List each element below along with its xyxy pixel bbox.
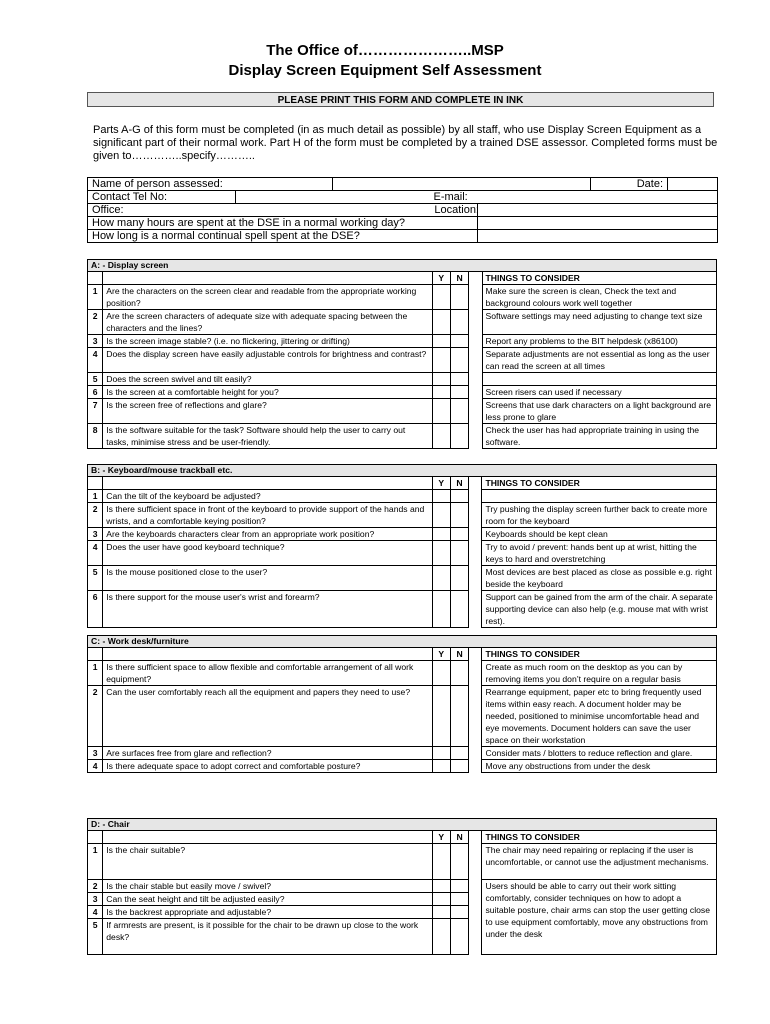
question-text: Is the screen image stable? (i.e. no flickering, jittering or drifting)	[103, 335, 432, 348]
consider-text: Make sure the screen is clean, Check the text and background colours work well together	[482, 285, 717, 310]
consider-text: Report any problems to the BIT helpdesk (x86100)	[482, 335, 717, 348]
yes-cell[interactable]	[432, 919, 450, 955]
yes-cell[interactable]	[432, 686, 450, 747]
page-title: The Office of…………………..MSP	[266, 42, 504, 59]
things-to-consider-header: THINGS TO CONSIDER	[482, 272, 717, 285]
question-text: Is the mouse positioned close to the user?	[103, 566, 432, 591]
no-cell[interactable]	[450, 424, 468, 449]
intro-paragraph: Parts A-G of this form must be completed (in as much detail as possible) by all staff, who use Display Screen Equipment as a significant part of their normal work. Part H of the form must be completed by a trained DSE assessor. Completed forms must be given to…………..specify………..	[93, 124, 718, 162]
no-cell[interactable]	[450, 503, 468, 528]
table-row: 5 Does the screen swivel and tilt easily?	[88, 373, 717, 386]
yes-cell[interactable]	[432, 490, 450, 503]
table-row: 6 Is there support for the mouse user's wrist and forearm? Support can be gained from the arm of the chair. A separate supporting device can also help (e.g. mouse mat with wrist rest).	[88, 591, 717, 628]
table-row: 2 Is there sufficient space in front of the keyboard to provide support of the hands and wrists, and a comfortable keying position? Try pushing the display screen further back to create more room for the keyboard	[88, 503, 717, 528]
section-b-title: B: - Keyboard/mouse trackball etc.	[88, 465, 717, 477]
location-field[interactable]	[434, 204, 718, 217]
no-cell[interactable]	[450, 747, 468, 760]
no-cell[interactable]	[450, 661, 468, 686]
yes-header: Y	[432, 648, 450, 661]
no-cell[interactable]	[450, 310, 468, 335]
consider-text: Check the user has had appropriate training in using the software.	[482, 424, 717, 449]
no-header: N	[450, 831, 468, 844]
question-text: Are the characters on the screen clear and readable from the appropriate working position?	[103, 285, 432, 310]
table-row: 2 Is the chair stable but easily move / swivel? Users should be able to carry out their work sitting comfortably, consider techniques on how to adopt a suitable posture, chair arms can stop the user getting close to use equipment comfortably, move any obstructions from under the desk	[88, 880, 717, 893]
consider-text: Screen risers can used if necessary	[482, 386, 717, 399]
question-text: Is there sufficient space to allow flexible and comfortable arrangement of all work equipment?	[103, 661, 432, 686]
question-text: Is there support for the mouse user's wrist and forearm?	[103, 591, 432, 628]
question-text: Can the tilt of the keyboard be adjusted?	[103, 490, 432, 503]
yes-cell[interactable]	[432, 747, 450, 760]
consider-text: Users should be able to carry out their work sitting comfortably, consider techniques on how to adopt a suitable posture, chair arms can stop the user getting close to use equipment comfortably, move any obstructions from under the desk	[482, 880, 717, 955]
print-instruction-banner: PLEASE PRINT THIS FORM AND COMPLETE IN INK	[87, 92, 714, 107]
table-row: 4 Is there adequate space to adopt correct and comfortable posture? Move any obstructions from under the desk	[88, 760, 717, 773]
table-row: 3 Can the seat height and tilt be adjusted easily?	[88, 893, 717, 906]
no-cell[interactable]	[450, 386, 468, 399]
hours-question: How many hours are spent at the DSE in a normal working day?	[88, 217, 478, 230]
consider-text: Rearrange equipment, paper etc to bring frequently used items within easy reach. A document holder may be needed, positioned to minimise uncomfortable head and eye movements. Document holders can save the user space on their workstation	[482, 686, 717, 747]
table-row: 3 Are the keyboards characters clear from an appropriate work position? Keyboards should be kept clean	[88, 528, 717, 541]
no-cell[interactable]	[450, 335, 468, 348]
question-text: Can the seat height and tilt be adjusted easily?	[103, 893, 432, 906]
question-text: If armrests are present, is it possible for the chair to be drawn up close to the work desk?	[103, 919, 432, 955]
no-cell[interactable]	[450, 760, 468, 773]
yes-cell[interactable]	[432, 541, 450, 566]
date-label: Date:	[591, 178, 668, 191]
yes-cell[interactable]	[432, 348, 450, 373]
question-text: Are surfaces free from glare and reflection?	[103, 747, 432, 760]
yes-cell[interactable]	[432, 335, 450, 348]
question-text: Is the software suitable for the task? Software should help the user to carry out tasks, minimise stress and be user-friendly.	[103, 424, 432, 449]
table-row: 2 Are the screen characters of adequate size with adequate spacing between the characters and the lines? Software settings may need adjusting to change text size	[88, 310, 717, 335]
no-cell[interactable]	[450, 844, 468, 880]
yes-cell[interactable]	[432, 310, 450, 335]
tel-label: Contact Tel No:	[88, 191, 236, 204]
consider-text: Screens that use dark characters on a light background are less prone to glare	[482, 399, 717, 424]
no-header: N	[450, 648, 468, 661]
no-cell[interactable]	[450, 373, 468, 386]
consider-text	[482, 373, 717, 386]
page-subtitle: Display Screen Equipment Self Assessment	[228, 62, 542, 79]
table-row: 5 If armrests are present, is it possible for the chair to be drawn up close to the work desk?	[88, 919, 717, 955]
question-text: Does the screen swivel and tilt easily?	[103, 373, 432, 386]
question-text: Is the chair stable but easily move / swivel?	[103, 880, 432, 893]
yes-cell[interactable]	[432, 285, 450, 310]
no-cell[interactable]	[450, 348, 468, 373]
table-row: 1 Is there sufficient space to allow flexible and comfortable arrangement of all work equipment? Create as much room on the desktop as you can by removing items you don’t require on a regular basis	[88, 661, 717, 686]
table-row: 1 Is the chair suitable? The chair may need repairing or replacing if the user is uncomfortable, or cannot use the adjustment mechanisms.	[88, 844, 717, 880]
spell-field[interactable]	[478, 230, 718, 243]
no-header: N	[450, 272, 468, 285]
no-cell[interactable]	[450, 528, 468, 541]
office-field[interactable]	[88, 204, 478, 217]
question-text: Is the chair suitable?	[103, 844, 432, 880]
question-text: Is there sufficient space in front of the keyboard to provide support of the hands and wrists, and a comfortable keying position?	[103, 503, 432, 528]
table-row: 1 Are the characters on the screen clear and readable from the appropriate working position? Make sure the screen is clean, Check the text and background colours work well together	[88, 285, 717, 310]
consider-text: Support can be gained from the arm of the chair. A separate supporting device can also help (e.g. mouse mat with wrist rest).	[482, 591, 717, 628]
no-header: N	[450, 477, 468, 490]
section-a-display-screen	[87, 259, 717, 449]
table-row: 2 Can the user comfortably reach all the equipment and papers they need to use? Rearrange equipment, paper etc to bring frequently used items within easy reach. A document holder may be needed, positioned to minimise uncomfortable head and eye movements. Document holders can save the user space on their workstation	[88, 686, 717, 747]
yes-cell[interactable]	[432, 386, 450, 399]
no-cell[interactable]	[450, 591, 468, 628]
table-row: 4 Does the user have good keyboard technique? Try to avoid / prevent: hands bent up at wrist, hitting the keys to hard and overstretching	[88, 541, 717, 566]
yes-cell[interactable]	[432, 760, 450, 773]
section-c-title: C: - Work desk/furniture	[88, 636, 717, 648]
yes-cell[interactable]	[432, 503, 450, 528]
personal-details-table	[87, 177, 718, 243]
hours-field[interactable]	[478, 217, 718, 230]
section-a-title: A: - Display screen	[88, 260, 717, 272]
no-cell[interactable]	[450, 893, 468, 906]
yes-cell[interactable]	[432, 566, 450, 591]
date-field[interactable]	[668, 178, 718, 191]
consider-text	[482, 490, 717, 503]
name-label: Name of person assessed:	[88, 178, 333, 191]
no-cell[interactable]	[450, 399, 468, 424]
no-cell[interactable]	[450, 541, 468, 566]
yes-cell[interactable]	[432, 893, 450, 906]
section-d-chair	[87, 818, 717, 955]
no-cell[interactable]	[450, 490, 468, 503]
yes-header: Y	[432, 272, 450, 285]
yes-cell[interactable]	[432, 844, 450, 880]
yes-header: Y	[432, 477, 450, 490]
yes-cell[interactable]	[432, 373, 450, 386]
table-row: 7 Is the screen free of reflections and glare? Screens that use dark characters on a light background are less prone to glare	[88, 399, 717, 424]
consider-text: The chair may need repairing or replacing if the user is uncomfortable, or cannot use the adjustment mechanisms.	[482, 844, 717, 880]
consider-text: Consider mats / blotters to reduce reflection and glare.	[482, 747, 717, 760]
no-cell[interactable]	[450, 906, 468, 919]
no-cell[interactable]	[450, 686, 468, 747]
consider-text: Create as much room on the desktop as you can by removing items you don’t require on a regular basis	[482, 661, 717, 686]
table-row: 4 Is the backrest appropriate and adjustable?	[88, 906, 717, 919]
consider-text: Move any obstructions from under the desk	[482, 760, 717, 773]
question-text: Is the backrest appropriate and adjustable?	[103, 906, 432, 919]
things-to-consider-header: THINGS TO CONSIDER	[482, 648, 717, 661]
section-c-work-desk	[87, 635, 717, 773]
no-cell[interactable]	[450, 919, 468, 955]
consider-text: Try pushing the display screen further back to create more room for the keyboard	[482, 503, 717, 528]
yes-cell[interactable]	[432, 906, 450, 919]
yes-cell[interactable]	[432, 399, 450, 424]
table-row: 3 Is the screen image stable? (i.e. no flickering, jittering or drifting) Report any problems to the BIT helpdesk (x86100)	[88, 335, 717, 348]
table-row: 3 Are surfaces free from glare and reflection? Consider mats / blotters to reduce reflection and glare.	[88, 747, 717, 760]
name-field[interactable]	[333, 178, 591, 191]
table-row: 1 Can the tilt of the keyboard be adjusted?	[88, 490, 717, 503]
email-field[interactable]	[433, 191, 718, 204]
yes-cell[interactable]	[432, 528, 450, 541]
things-to-consider-header: THINGS TO CONSIDER	[482, 831, 717, 844]
yes-cell[interactable]	[432, 661, 450, 686]
question-text: Does the display screen have easily adjustable controls for brightness and contrast?	[103, 348, 432, 373]
table-row: 6 Is the screen at a comfortable height for you? Screen risers can used if necessary	[88, 386, 717, 399]
no-cell[interactable]	[450, 285, 468, 310]
table-row: 4 Does the display screen have easily adjustable controls for brightness and contrast? Separate adjustments are not essential as long as the user can read the screen at all times	[88, 348, 717, 373]
yes-cell[interactable]	[432, 424, 450, 449]
question-text: Is the screen at a comfortable height for you?	[103, 386, 432, 399]
consider-text: Software settings may need adjusting to change text size	[482, 310, 717, 335]
question-text: Is the screen free of reflections and glare?	[103, 399, 432, 424]
yes-header: Y	[432, 831, 450, 844]
consider-text: Keyboards should be kept clean	[482, 528, 717, 541]
yes-cell[interactable]	[432, 591, 450, 628]
location-label: Location:	[434, 204, 479, 216]
question-text: Does the user have good keyboard technique?	[103, 541, 432, 566]
section-b-keyboard	[87, 464, 717, 628]
office-label: Office:	[92, 204, 124, 216]
no-cell[interactable]	[450, 566, 468, 591]
table-row: 5 Is the mouse positioned close to the user? Most devices are best placed as close as possible e.g. right beside the keyboard	[88, 566, 717, 591]
spell-question: How long is a normal continual spell spent at the DSE?	[88, 230, 478, 243]
table-row: 8 Is the software suitable for the task? Software should help the user to carry out tasks, minimise stress and be user-friendly. Check the user has had appropriate training in using the software.	[88, 424, 717, 449]
question-text: Are the keyboards characters clear from an appropriate work position?	[103, 528, 432, 541]
consider-text: Separate adjustments are not essential as long as the user can read the screen at all times	[482, 348, 717, 373]
no-cell[interactable]	[450, 880, 468, 893]
section-d-title: D: - Chair	[88, 819, 717, 831]
yes-cell[interactable]	[432, 880, 450, 893]
question-text: Are the screen characters of adequate size with adequate spacing between the characters and the lines?	[103, 310, 432, 335]
email-label: E-mail:	[433, 191, 468, 203]
consider-text: Try to avoid / prevent: hands bent up at wrist, hitting the keys to hard and overstretching	[482, 541, 717, 566]
question-text: Is there adequate space to adopt correct and comfortable posture?	[103, 760, 432, 773]
consider-text: Most devices are best placed as close as possible e.g. right beside the keyboard	[482, 566, 717, 591]
question-text: Can the user comfortably reach all the equipment and papers they need to use?	[103, 686, 432, 747]
things-to-consider-header: THINGS TO CONSIDER	[482, 477, 717, 490]
